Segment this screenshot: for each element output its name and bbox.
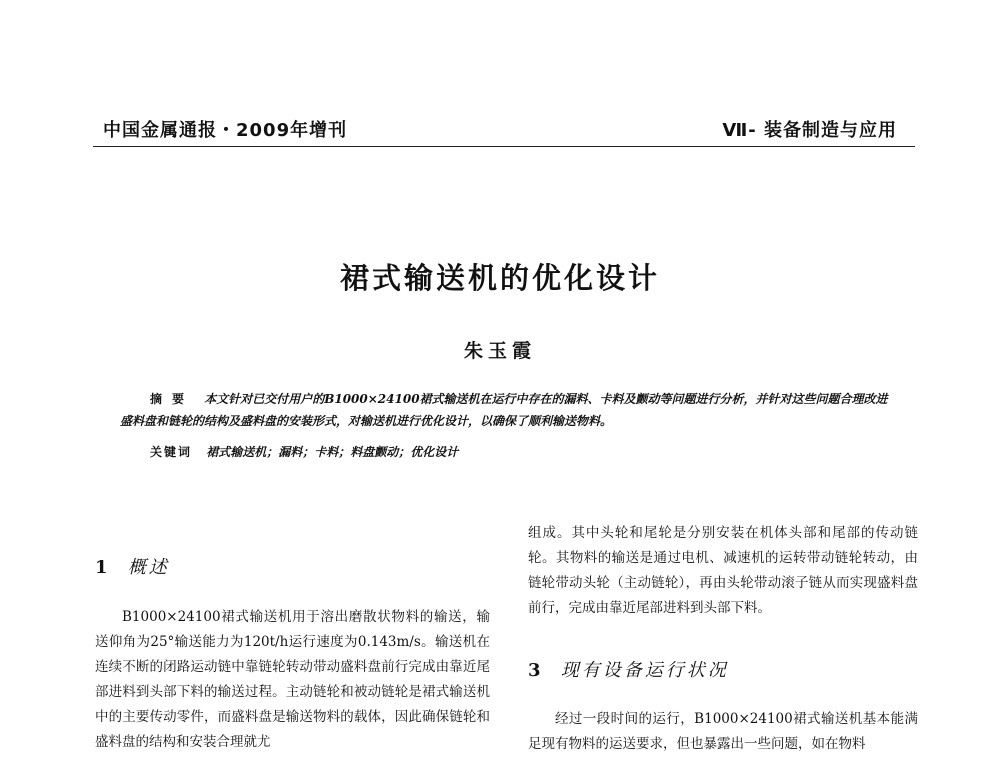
header-divider: [93, 146, 915, 147]
body-paragraph: B1000×24100裙式输送机用于溶出磨散状物料的输送，输送仰角为25°输送能力为120t/h运行速度为0.143m/s。输送机在连续不断的闭路运动链中靠链轮转动带动盛料盘前行完成由靠近尾部进料到头部下料的输送过程。主动链轮和被动链轮是裙式输送机中的主要传动零件，而盛料盘是输送物料的载体，因此确保链轮和盛料盘的结构和安装合理就尤: [95, 609, 490, 750]
section-3-heading: [528, 656, 729, 682]
abstract: [120, 388, 895, 432]
right-column: [528, 521, 918, 621]
left-column: [95, 605, 490, 755]
keywords: [150, 443, 458, 460]
keywords-text: 裙式输送机；漏料；卡料；料盘颤动；优化设计: [206, 445, 459, 459]
abstract-label: 摘要: [150, 392, 195, 406]
section-number: 3: [528, 660, 541, 681]
section-1-heading: [95, 553, 170, 579]
section-header: Ⅶ- 装备制造与应用: [722, 120, 897, 141]
section-title: 概述: [127, 557, 170, 578]
body-paragraph: 经过一段时间的运行，B1000×24100裙式输送机基本能满足现有物料的运送要求，但也暴露出一些问题，如在物料: [528, 711, 918, 752]
section-title: 现有设备运行状况: [560, 660, 729, 681]
section-3-body: [528, 707, 918, 757]
body-paragraph: 组成。其中头轮和尾轮是分别安装在机体头部和尾部的传动链轮。其物料的输送是通过电机、减速机的运转带动链轮转动，由链轮带动头轮（主动链轮），再由头轮带动滚子链从而实现盛料盘前行，完成由靠近尾部进料到头部下料。: [528, 525, 918, 616]
abstract-text: 本文针对已交付用户的B1000×24100裙式输送机在运行中存在的漏料、卡料及颤动等问题进行分析，并针对这些问题合理改进盛料盘和链轮的结构及盛料盘的安装形式，对输送机进行优化设计，以确保了顺利输送物料。: [120, 392, 888, 428]
keywords-label: 关键词: [150, 445, 193, 459]
section-number: 1: [95, 557, 108, 578]
author-name: 朱玉霞: [463, 340, 536, 362]
journal-header: 中国金属通报・2009年增刊: [103, 120, 348, 141]
paper-title: 裙式输送机的优化设计: [339, 261, 660, 295]
